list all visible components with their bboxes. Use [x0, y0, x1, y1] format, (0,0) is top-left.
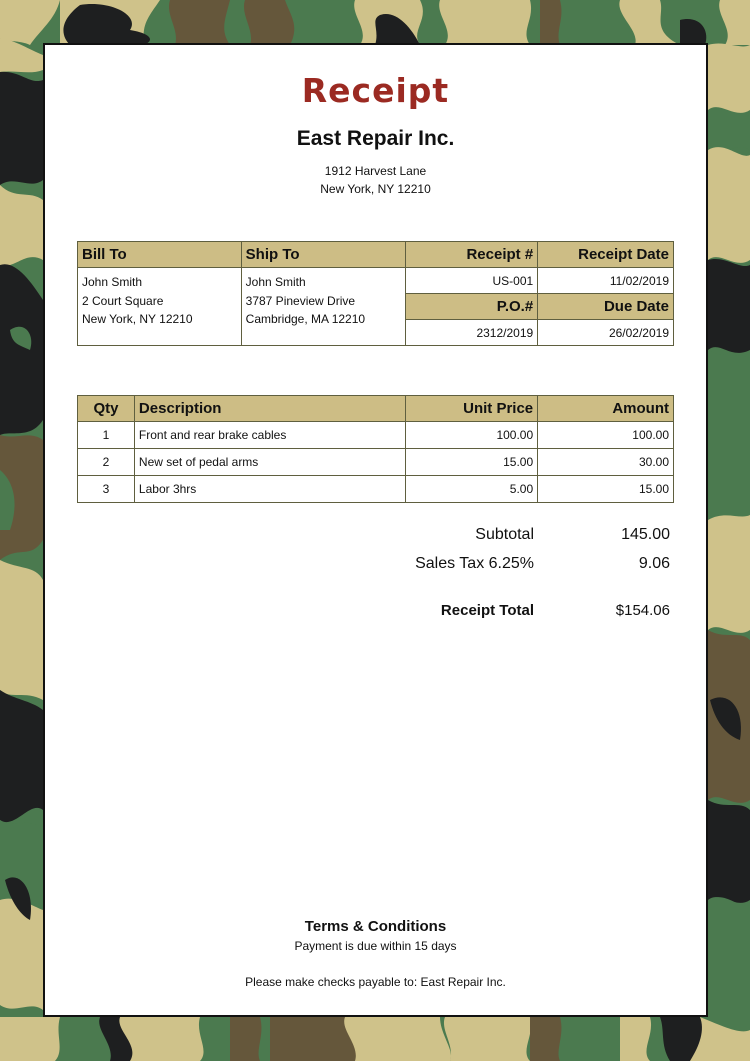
due-date-value: 26/02/2019 [538, 320, 674, 346]
bill-to-line2: New York, NY 12210 [82, 312, 193, 326]
unit-price-header: Unit Price [406, 396, 538, 422]
table-row [78, 476, 674, 503]
description-header: Description [134, 396, 405, 422]
receipt-number-header: Receipt # [406, 242, 538, 268]
po-value: 2312/2019 [406, 320, 538, 346]
tax-value: 9.06 [638, 555, 670, 572]
subtotal-row [405, 526, 670, 544]
qty-header: Qty [78, 396, 135, 422]
ship-to-name: John Smith [245, 275, 306, 289]
item-unit-price: 100.00 [406, 422, 538, 449]
bill-to-address [78, 268, 242, 346]
company-address-line1: 1912 Harvest Lane [324, 164, 427, 178]
bill-to-line1: 2 Court Square [82, 293, 164, 308]
line-items-table [77, 395, 674, 503]
document-title: Receipt [301, 71, 450, 110]
tax-row [405, 555, 670, 573]
due-date-header: Due Date [538, 294, 674, 320]
receipt-date-header: Receipt Date [538, 242, 674, 268]
receipt-page [43, 43, 708, 1017]
table-row [78, 449, 674, 476]
item-amount: 100.00 [538, 422, 674, 449]
item-qty: 1 [78, 422, 135, 449]
item-amount: 15.00 [538, 476, 674, 503]
subtotal-value: 145.00 [621, 526, 670, 543]
bill-to-header: Bill To [78, 242, 242, 268]
total-value: $154.06 [615, 602, 670, 619]
item-qty: 2 [78, 449, 135, 476]
ship-to-header: Ship To [241, 242, 406, 268]
ship-to-line2: Cambridge, MA 12210 [245, 312, 366, 326]
item-amount: 30.00 [538, 449, 674, 476]
receipt-date-value: 11/02/2019 [538, 268, 674, 294]
total-label: Receipt Total [440, 602, 534, 619]
ship-to-address [241, 268, 406, 346]
bill-to-name: John Smith [82, 275, 143, 289]
item-qty: 3 [78, 476, 135, 503]
tax-label: Sales Tax 6.25% [415, 555, 534, 572]
billing-info-table [77, 241, 674, 346]
item-unit-price: 5.00 [406, 476, 538, 503]
payable-note: Please make checks payable to: East Repair Inc. [245, 975, 506, 989]
terms-text: Payment is due within 15 days [294, 939, 457, 953]
table-row [78, 422, 674, 449]
amount-header: Amount [538, 396, 674, 422]
total-row [405, 602, 670, 619]
item-description: New set of pedal arms [134, 449, 405, 476]
po-header: P.O.# [406, 294, 538, 320]
subtotal-label: Subtotal [475, 526, 534, 543]
ship-to-line1: 3787 Pineview Drive [245, 293, 356, 308]
terms-heading: Terms & Conditions [304, 918, 447, 935]
company-name: East Repair Inc. [296, 127, 455, 150]
item-description: Front and rear brake cables [134, 422, 405, 449]
company-address-line2: New York, NY 12210 [320, 182, 431, 196]
receipt-number-value: US-001 [406, 268, 538, 294]
item-description: Labor 3hrs [134, 476, 405, 503]
item-unit-price: 15.00 [406, 449, 538, 476]
